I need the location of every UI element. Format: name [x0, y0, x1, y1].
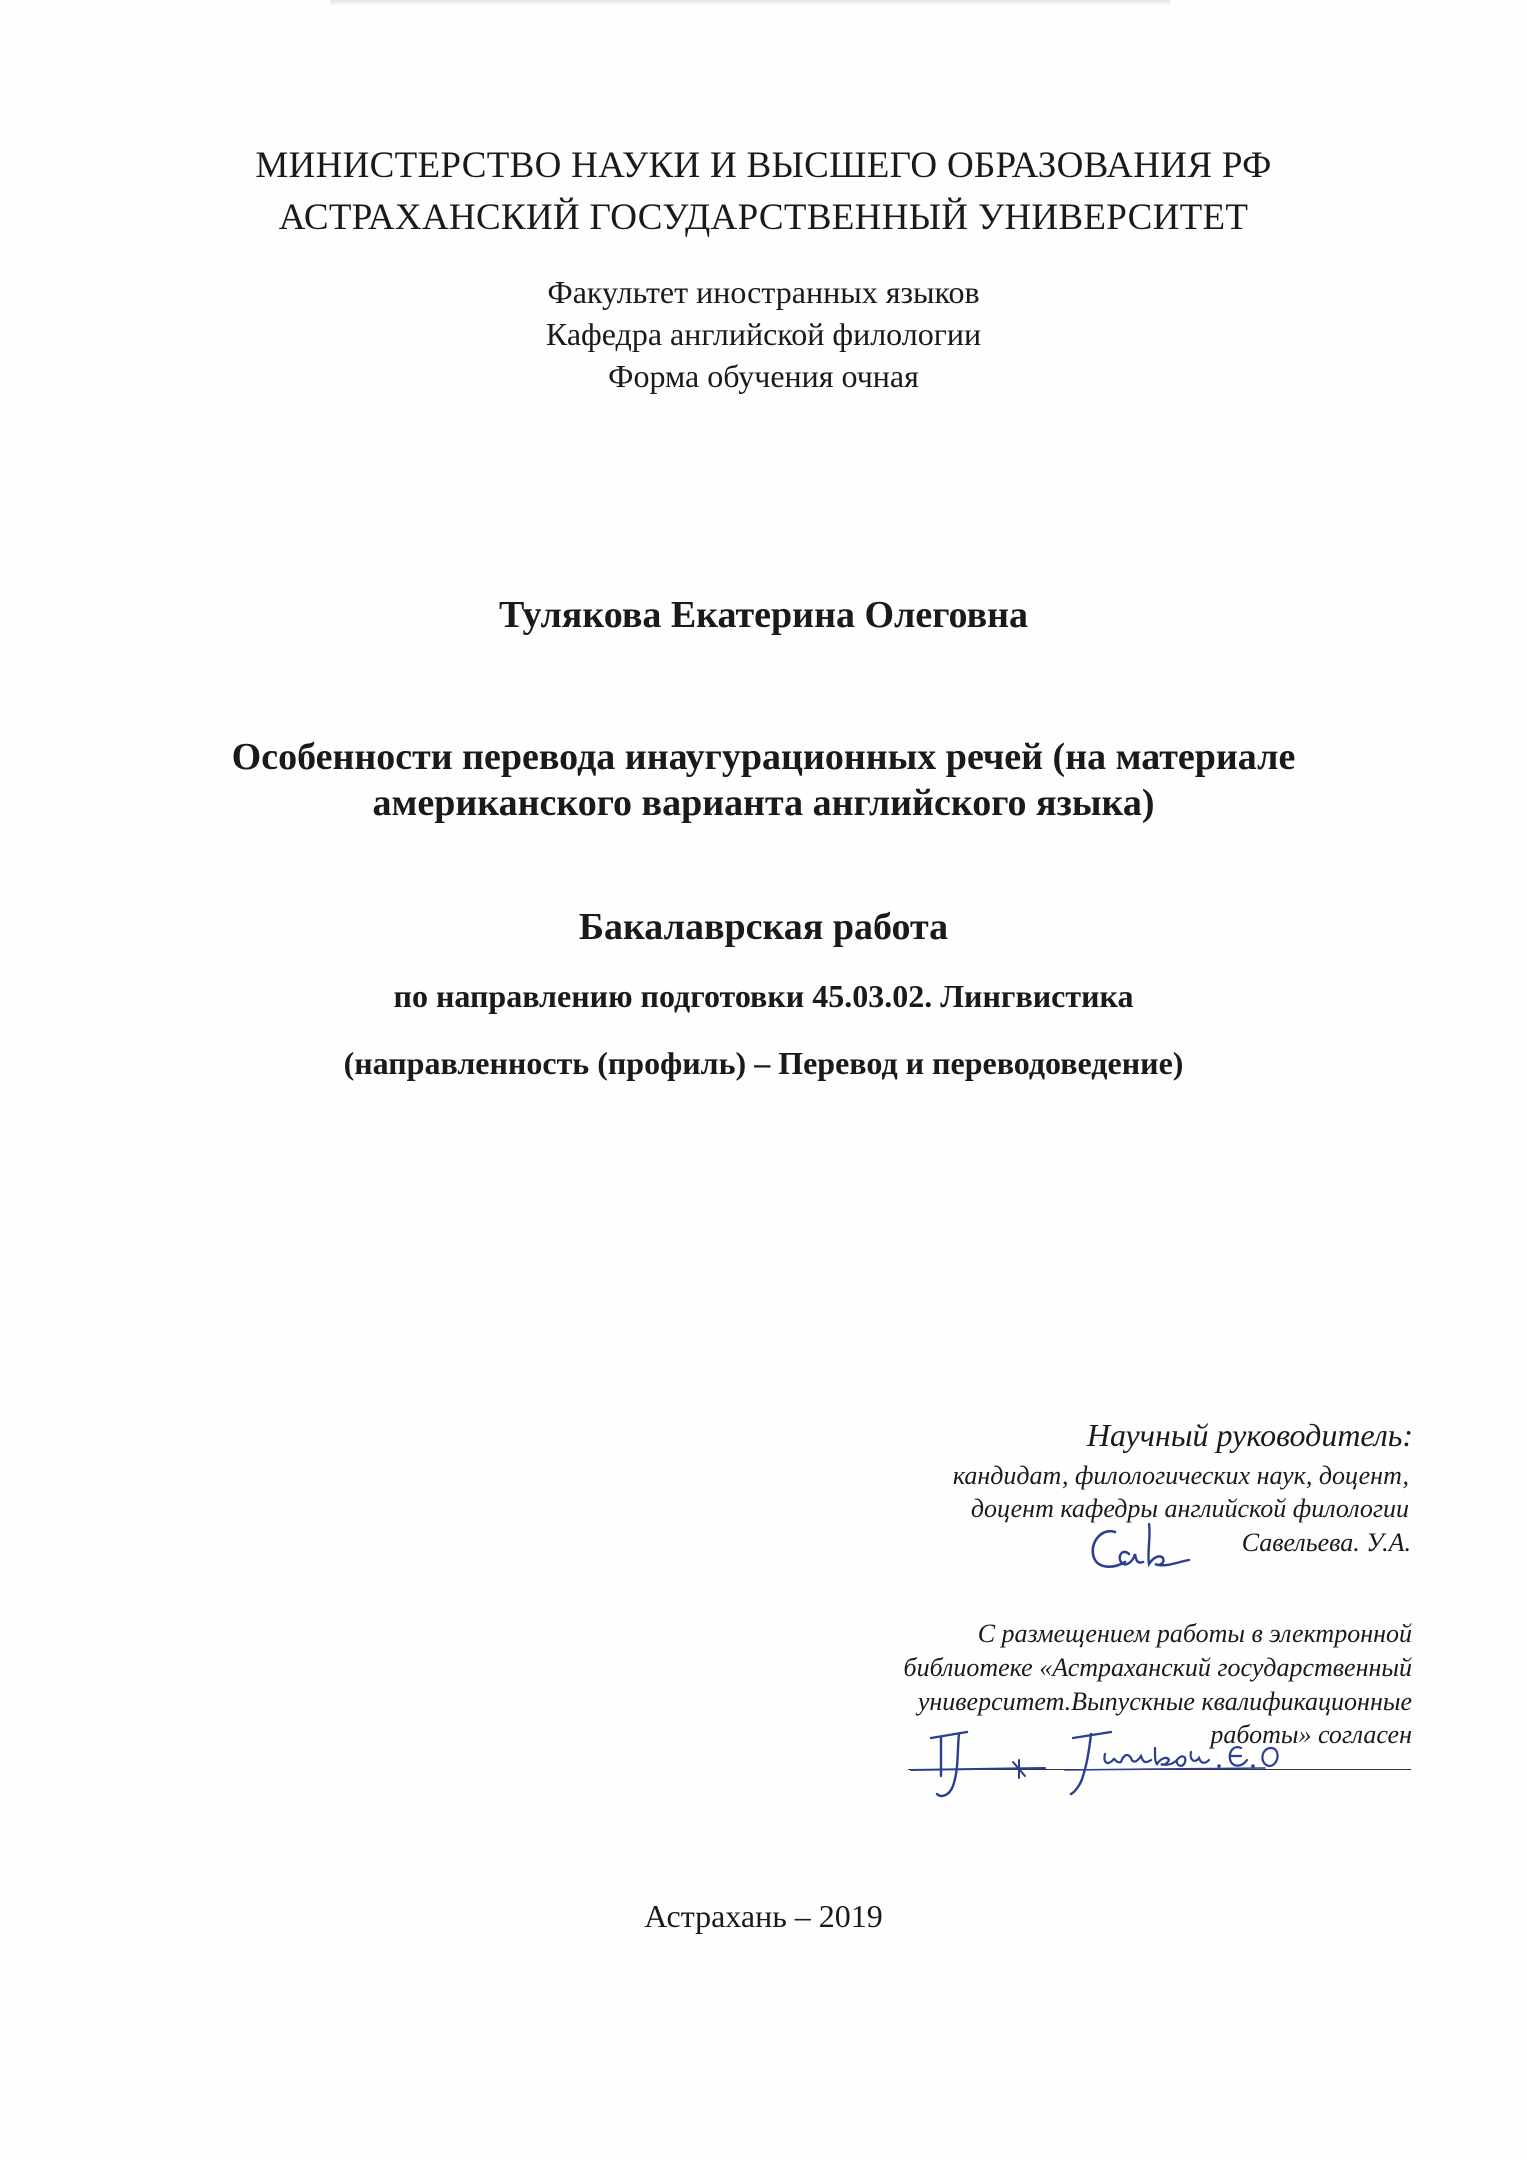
supervisor-degree: кандидат, филологических наук, доцент,	[952, 1461, 1409, 1490]
thesis-title-line-1: Особенности перевода инаугурационных речей (на материале	[231, 736, 1296, 778]
scan-edge-shadow	[330, 0, 1170, 6]
thesis-title-line-2: американского варианта английского языка)	[372, 782, 1155, 824]
consent-line-2: библиотеке «Астраханский государственный	[903, 1653, 1412, 1682]
supervisor-position: доцент кафедры английской филологии	[970, 1494, 1409, 1523]
study-profile: (направленность (профиль) – Перевод и переводоведение)	[343, 1045, 1184, 1081]
supervisor-name: Савельева. У.А.	[1241, 1528, 1411, 1557]
consent-line-1: С размещением работы в электронной	[977, 1619, 1412, 1648]
supervisor-label: Научный руководитель:	[1086, 1417, 1413, 1453]
ministry-name: МИНИСТЕРСТВО НАУКИ И ВЫСШЕГО ОБРАЗОВАНИЯ РФ	[255, 145, 1272, 186]
faculty-name: Факультет иностранных языков	[547, 274, 980, 310]
student-signature	[905, 1718, 1325, 1818]
university-name: АСТРАХАНСКИЙ ГОСУДАРСТВЕННЫЙ УНИВЕРСИТЕТ	[278, 197, 1249, 238]
study-form: Форма обучения очная	[608, 358, 919, 394]
study-direction: по направлению подготовки 45.03.02. Лингвистика	[393, 978, 1134, 1014]
author-name: Тулякова Екатерина Олеговна	[498, 594, 1028, 636]
work-type: Бакалаврская работа	[578, 906, 949, 948]
department-name: Кафедра английской филологии	[545, 316, 982, 352]
city-year: Астрахань – 2019	[644, 1898, 883, 1934]
consent-line-3: университет.Выпускные квалификационные	[917, 1687, 1412, 1716]
consent-line-4: работы» согласен	[1210, 1720, 1412, 1749]
supervisor-signature	[1085, 1518, 1205, 1582]
